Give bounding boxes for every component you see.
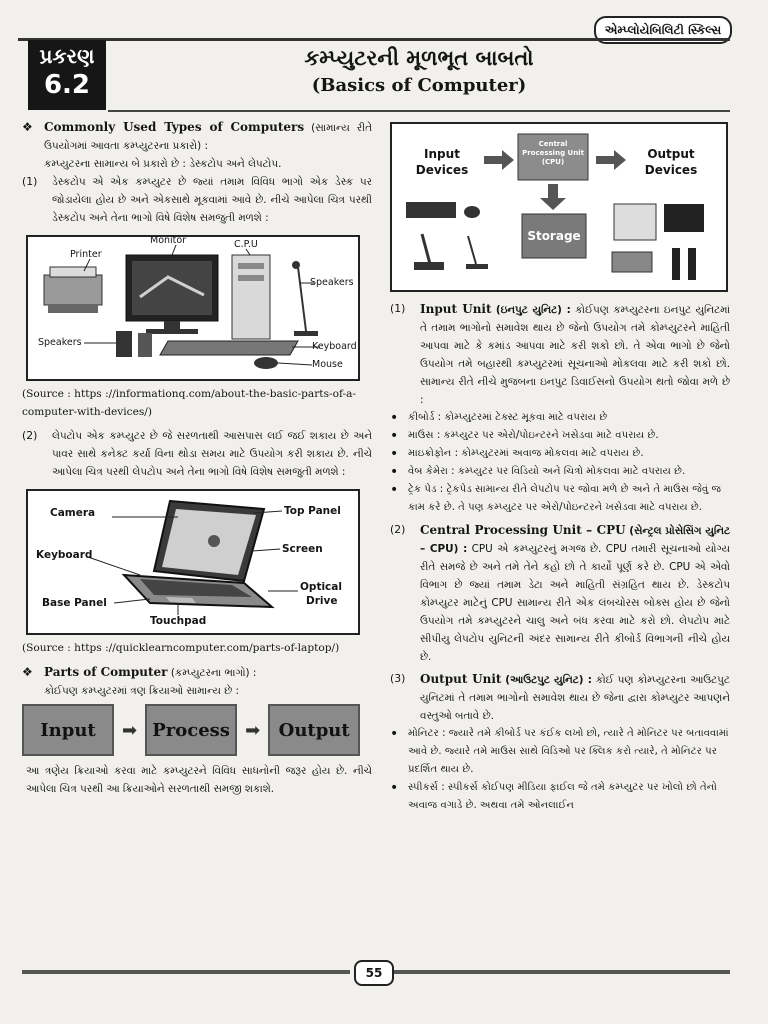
- item-number: (1): [390, 302, 406, 315]
- heading-gujarati: (સેન્ટ્રલ પ્રોસેસિંગ યુનિટ – CPU) :: [420, 525, 730, 555]
- item-number: (2): [22, 429, 38, 442]
- label-input-devices: Input Devices: [415, 147, 469, 177]
- label-camera: Camera: [50, 507, 96, 519]
- chapter-title: [108, 44, 730, 110]
- heading-english: Central Processing Unit – CPU: [420, 523, 626, 537]
- list-item: • માઉસ : કમ્પ્યુટર પર એરો/પોઇન્ટરને ખસેડવા માટે વપરાય છે.: [390, 428, 659, 444]
- list-item: • માઇક્રોફોન : કોમ્પ્યુટરમાં અવાજ મોકલવા માટે વપરાય છે.: [390, 446, 644, 462]
- label-cpu: C.P.U: [234, 239, 258, 250]
- source-laptop: (Source : https ://quicklearncomputer.com/parts-of-laptop/): [22, 642, 340, 654]
- label-base-panel: Base Panel: [42, 597, 107, 609]
- label-printer: Printer: [70, 249, 102, 260]
- right-column: [390, 118, 730, 815]
- list-item: • વેબ કેમેરા : કમ્પ્યુટર પર વિડિયો અને ચિત્રો મોકલવા માટે વપરાય છે.: [390, 464, 686, 480]
- label-screen: Screen: [282, 543, 323, 555]
- heading-gujarati: (આઉટપુટ યુનિટ) :: [505, 674, 592, 686]
- cpu-section: [390, 521, 730, 666]
- input-unit-section: [390, 300, 730, 409]
- bullet-icon: •: [390, 464, 399, 480]
- bullet-icon: •: [390, 482, 399, 498]
- label-keyboard: Keyboard: [36, 549, 93, 561]
- list-item: • કીબોર્ડ : કોમ્પ્યુટરમાં ટેક્સ્ટ મૂકવા માટે વપરાય છે: [390, 410, 608, 426]
- heading-gujarati: (સામાન્ય રીતે ઉપયોગમાં આવતા કમ્પ્યુટરના પ્રકારો) :: [44, 122, 372, 152]
- label-keyboard: Keyboard: [312, 341, 357, 352]
- flow-process: Process: [145, 704, 237, 756]
- types-intro: કમ્પ્યુટરના સામાન્ય બે પ્રકારો છે : ડેસ્કટોપ અને લેપટોપ.: [44, 158, 282, 170]
- item-number: (2): [390, 523, 406, 536]
- list-item: • ટ્રેક પેડ : ટ્રેકપેડ સામાન્ય રીતે લેપટોપ પર જોવા મળે છે અને તે માઉસ જેવું જ કામ કરે છે. તે પણ કમ્પ્યુટર પર એરો/પોઇન્ટરને ખસેડવા માટે વપરાય છે.: [390, 481, 730, 517]
- list-item: • મોનિટર : જ્યારે તમે કીબોર્ડ પર કંઈક લખો છો, ત્યારે તે મોનિટર પર બતાવવામાં આવે છે. જ્યારે તમે માઉસ સાથે વિડિઓ પર ક્લિક કરો ત્યારે, તે મોનિટર પર પ્રદર્શિત થાય છે.: [390, 725, 730, 779]
- footer-rule-left: [22, 970, 350, 974]
- title-rule: [108, 110, 730, 112]
- arrow-right-icon: ➡: [245, 719, 261, 741]
- item-number: (1): [22, 175, 38, 188]
- chapter-label: પ્રકરણ: [39, 44, 95, 68]
- label-storage: Storage: [527, 229, 581, 243]
- heading-gujarati: (કમ્પ્યુટરના ભાગો) :: [170, 667, 257, 679]
- label-touchpad: Touchpad: [150, 615, 207, 627]
- label-output-devices: Output Devices: [644, 147, 698, 177]
- label-optical: Optical: [300, 581, 342, 593]
- arrow-right-icon: ➡: [122, 719, 138, 741]
- label-speakers-right: Speakers: [310, 277, 354, 288]
- section-heading-parts: [22, 663, 372, 682]
- heading-english: Parts of Computer: [44, 665, 168, 679]
- heading-gujarati: (ઇનપુટ યુનિટ) :: [495, 304, 571, 316]
- parts-closing: આ ત્રણેય ક્રિયાઓ કરવા માટે કમ્પ્યુટરને વિવિધ સાધનોની જરૂર હોય છે. નીચે આપેલા ચિત્ર પરથી આ ક્રિયાઓને સરળતાથી સમજી શકાશે.: [26, 765, 372, 795]
- header-rule: [18, 38, 730, 41]
- bullet-icon: •: [390, 780, 399, 796]
- chapter-badge: [28, 40, 106, 110]
- heading-english: Commonly Used Types of Computers: [44, 120, 305, 134]
- title-gujarati: કમ્પ્યુટરની મૂળભૂત બાબતો: [304, 46, 534, 70]
- heading-english: Input Unit: [420, 302, 492, 316]
- desktop-text: ડેસ્કટોપ એ એક કમ્પ્યુટર છે જ્યાં તમામ વિવિધ ભાગો એક ડેસ્ક પર જોડાયેલા હોય છે અને એકસાથે મૂકવામાં આવે છે. નીચે આપેલા ચિત્ર પરથી ડેસ્કટોપ અને તેના ભાગો વિષે વિશેષ સમજુતી મળશે :: [52, 176, 372, 224]
- list-item: • સ્પીકર્સ : સ્પીકર્સ કોઈપણ મીડિયા ફાઈલ જે તમે કમ્પ્યુટર પર ખોલો છો તેનો અવાજ વગાડે છે. અથવા તમે ઓનલાઈન: [390, 779, 730, 815]
- laptop-figure: [26, 489, 360, 635]
- flow-output: Output: [268, 704, 360, 756]
- output-devices-list: [390, 725, 730, 815]
- title-english: (Basics of Computer): [311, 75, 527, 96]
- cpu-text: CPU એ કમ્પ્યુટરનું મગજ છે. CPU તમારી સૂચનાઓ યોગ્ય રીતે સમજે છે અને તમે તેને કહો છો તે કાર્યો પૂર્ણ કરે છે. CPU એ એવો વિભાગ છે જ્યાં તમામ ડેટા અને માહિતી સંગ્રહિત થાય છે. ડેસ્કટોપ કોમ્પ્યુટર માટેનું CPU સામાન્ય રીતે એક લંબચોરસ બોક્સ હોય છે જેનો ઉપયોગ તમે કમ્પ્યુટરને ચાલુ અને બંધ કરવા માટે કરો છો. લેપટોપ માટે સીપીયુ લેપટોપ યુનિટની અંદર સામાન્ય રીતે કીબોર્ડ વિભાગની નીચે હોય છે.: [420, 543, 730, 663]
- label-drive: Drive: [306, 595, 338, 607]
- footer-rule-right: [394, 970, 730, 974]
- computer-block-diagram: [390, 122, 728, 292]
- bullet-icon: •: [390, 428, 399, 444]
- section-heading-types: [22, 118, 372, 155]
- source-desktop: (Source : https ://informationq.com/about-the-basic-parts-of-a-computer-with-devices/): [22, 388, 356, 418]
- input-unit-text: કોઈપણ કમ્પ્યુટરના ઇનપુટ યુનિટમાં તે તમામ ભાગોનો સમાવેશ થાય છે જેનો ઉપયોગ તમે કોમ્પ્યુટરને માહિતી આપવા માટે કે કમાંડ આપવા માટે કરી શકો છો. તે એવા ભાગો છે જેનો ઉપયોગ તમે બહારથી કમ્પ્યુટરમાં સૂચનાઓ મોકલવા માટે કરી શકો છો. સામાન્ય રીતે નીચે મુજબના ઇનપુટ ડિવાઈસનો ઉપયોગ થતો જોવા મળે છે :: [420, 304, 731, 406]
- output-unit-text: કોઈ પણ કોમ્પ્યુટરના આઉટપુટ યુનિટમાં તે તમામ ભાગોનો સમાવેશ થાય છે જેના દ્વારા કોમ્પ્યુટર આપણને વસ્તુઓ બતાવે છે.: [420, 674, 730, 722]
- laptop-text: લેપટોપ એક કમ્પ્યુટર છે જે સરળતાથી આસપાસ લઈ જઈ શકાય છે અને પાવર સાથે કનેક્ટ કર્યા વિના થોડા સમય માટે ઉપયોગ કરી શકાય છે. નીચે આપેલા ચિત્ર પરથી લેપટોપ અને તેના ભાગો વિષે વિશેષ સમજુતી મળશે :: [52, 430, 372, 478]
- bullet-icon: •: [390, 410, 399, 426]
- series-tag: એમ્પ્લોયેબિલિટી સ્કિલ્સ: [594, 16, 732, 44]
- input-devices-list: [390, 409, 730, 517]
- label-cpu: Central Processing Unit (CPU): [522, 140, 584, 166]
- diamond-bullet-icon: ❖: [22, 120, 33, 134]
- io-flow-diagram: [22, 704, 372, 756]
- label-speakers-left: Speakers: [38, 337, 82, 348]
- diamond-bullet-icon: ❖: [22, 665, 33, 679]
- output-unit-section: [390, 670, 730, 725]
- chapter-number: 6.2: [43, 70, 91, 100]
- label-monitor: Monitor: [150, 235, 187, 246]
- laptop-paragraph: [22, 427, 372, 481]
- bullet-icon: •: [390, 446, 399, 462]
- label-mouse: Mouse: [312, 359, 343, 370]
- flow-input: Input: [22, 704, 114, 756]
- label-top-panel: Top Panel: [284, 505, 341, 517]
- item-number: (3): [390, 672, 406, 685]
- left-column: [22, 118, 372, 798]
- page-number: 55: [354, 960, 394, 986]
- parts-intro: કોઈપણ કમ્પ્યુટરમાં ત્રણ ક્રિયાઓ સામાન્ય છે :: [44, 685, 240, 697]
- heading-english: Output Unit: [420, 672, 502, 686]
- bullet-icon: •: [390, 726, 399, 742]
- desktop-figure: [26, 235, 360, 381]
- desktop-paragraph: [22, 173, 372, 227]
